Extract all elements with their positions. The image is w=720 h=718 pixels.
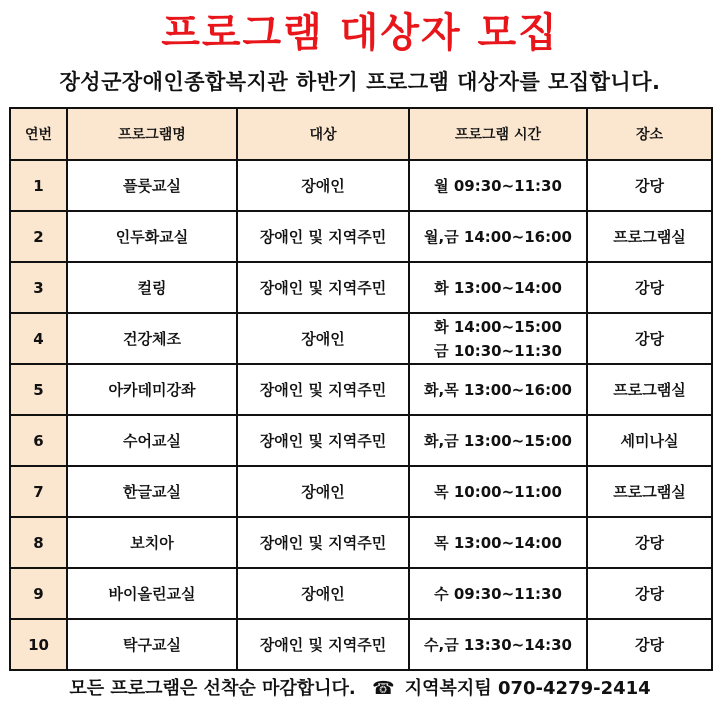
- table-row: [10, 568, 712, 619]
- table-row: [10, 517, 712, 568]
- table-row: [10, 262, 712, 313]
- program-place: 강당: [587, 619, 712, 670]
- program-time: [409, 211, 587, 262]
- row-number: 8: [10, 517, 67, 568]
- schedule-line: 월,금 14:00~16:00: [424, 227, 572, 246]
- program-place: 강당: [587, 262, 712, 313]
- program-name: 수어교실: [67, 415, 237, 466]
- table-body: [10, 160, 712, 670]
- program-target: 장애인: [237, 466, 409, 517]
- program-name: 아카데미강좌: [67, 364, 237, 415]
- footer-contact: 지역복지팀 070-4279-2414: [404, 678, 651, 699]
- row-number: 10: [10, 619, 67, 670]
- table-row: [10, 313, 712, 364]
- footer-notice: 모든 프로그램은 선착순 마감합니다.: [69, 678, 356, 699]
- program-name: 한글교실: [67, 466, 237, 517]
- table-row: [10, 211, 712, 262]
- page-title: 프로그램 대상자 모집: [161, 10, 559, 56]
- program-target: 장애인 및 지역주민: [237, 262, 409, 313]
- footer: [0, 675, 720, 703]
- row-number: 4: [10, 313, 67, 364]
- row-number: 7: [10, 466, 67, 517]
- program-place: 강당: [587, 568, 712, 619]
- table-row: [10, 415, 712, 466]
- program-name: 컬링: [67, 262, 237, 313]
- row-number: 5: [10, 364, 67, 415]
- program-name: 탁구교실: [67, 619, 237, 670]
- program-time: [409, 262, 587, 313]
- table-row: [10, 160, 712, 211]
- program-target: 장애인: [237, 313, 409, 364]
- program-place: 프로그램실: [587, 466, 712, 517]
- program-place: 강당: [587, 517, 712, 568]
- program-time: [409, 415, 587, 466]
- program-target: 장애인 및 지역주민: [237, 211, 409, 262]
- schedule-line: 수 09:30~11:30: [434, 584, 562, 603]
- schedule-line: 목 13:00~14:00: [434, 533, 562, 552]
- program-target: 장애인: [237, 568, 409, 619]
- col-header-target: 대상: [237, 108, 409, 160]
- table-row: [10, 364, 712, 415]
- program-target: 장애인 및 지역주민: [237, 619, 409, 670]
- program-name: 인두화교실: [67, 211, 237, 262]
- program-target: 장애인 및 지역주민: [237, 517, 409, 568]
- table-row: [10, 466, 712, 517]
- page-subtitle: 장성군장애인종합복지관 하반기 프로그램 대상자를 모집합니다.: [59, 70, 661, 94]
- program-time: [409, 619, 587, 670]
- col-header-place: 장소: [587, 108, 712, 160]
- program-place: 강당: [587, 160, 712, 211]
- program-time: [409, 364, 587, 415]
- program-target: 장애인 및 지역주민: [237, 364, 409, 415]
- program-place: 강당: [587, 313, 712, 364]
- schedule-line: 화,목 13:00~16:00: [424, 380, 572, 399]
- program-name: 건강체조: [67, 313, 237, 364]
- row-number: 1: [10, 160, 67, 211]
- col-header-time: 프로그램 시간: [409, 108, 587, 160]
- program-place: 프로그램실: [587, 364, 712, 415]
- table-header-row: [10, 108, 712, 160]
- program-time: [409, 517, 587, 568]
- schedule-line: 월 09:30~11:30: [434, 176, 562, 195]
- schedule-line: 수,금 13:30~14:30: [424, 635, 572, 654]
- program-name: 보치아: [67, 517, 237, 568]
- schedule-line: 목 10:00~11:00: [434, 482, 562, 501]
- program-table: [9, 107, 713, 671]
- schedule-line: 화 14:00~15:00: [434, 317, 562, 336]
- row-number: 2: [10, 211, 67, 262]
- program-time: [409, 568, 587, 619]
- schedule-line: 금 10:30~11:30: [434, 341, 562, 360]
- program-place: 세미나실: [587, 415, 712, 466]
- program-time: [409, 313, 587, 364]
- program-target: 장애인: [237, 160, 409, 211]
- row-number: 9: [10, 568, 67, 619]
- row-number: 3: [10, 262, 67, 313]
- col-header-name: 프로그램명: [67, 108, 237, 160]
- col-header-no: 연번: [10, 108, 67, 160]
- row-number: 6: [10, 415, 67, 466]
- program-target: 장애인 및 지역주민: [237, 415, 409, 466]
- schedule-line: 화,금 13:00~15:00: [424, 431, 572, 450]
- telephone-icon: ☎: [372, 678, 395, 699]
- program-place: 프로그램실: [587, 211, 712, 262]
- program-name: 플룻교실: [67, 160, 237, 211]
- program-time: [409, 466, 587, 517]
- table-row: [10, 619, 712, 670]
- program-name: 바이올린교실: [67, 568, 237, 619]
- schedule-line: 화 13:00~14:00: [434, 278, 562, 297]
- program-time: [409, 160, 587, 211]
